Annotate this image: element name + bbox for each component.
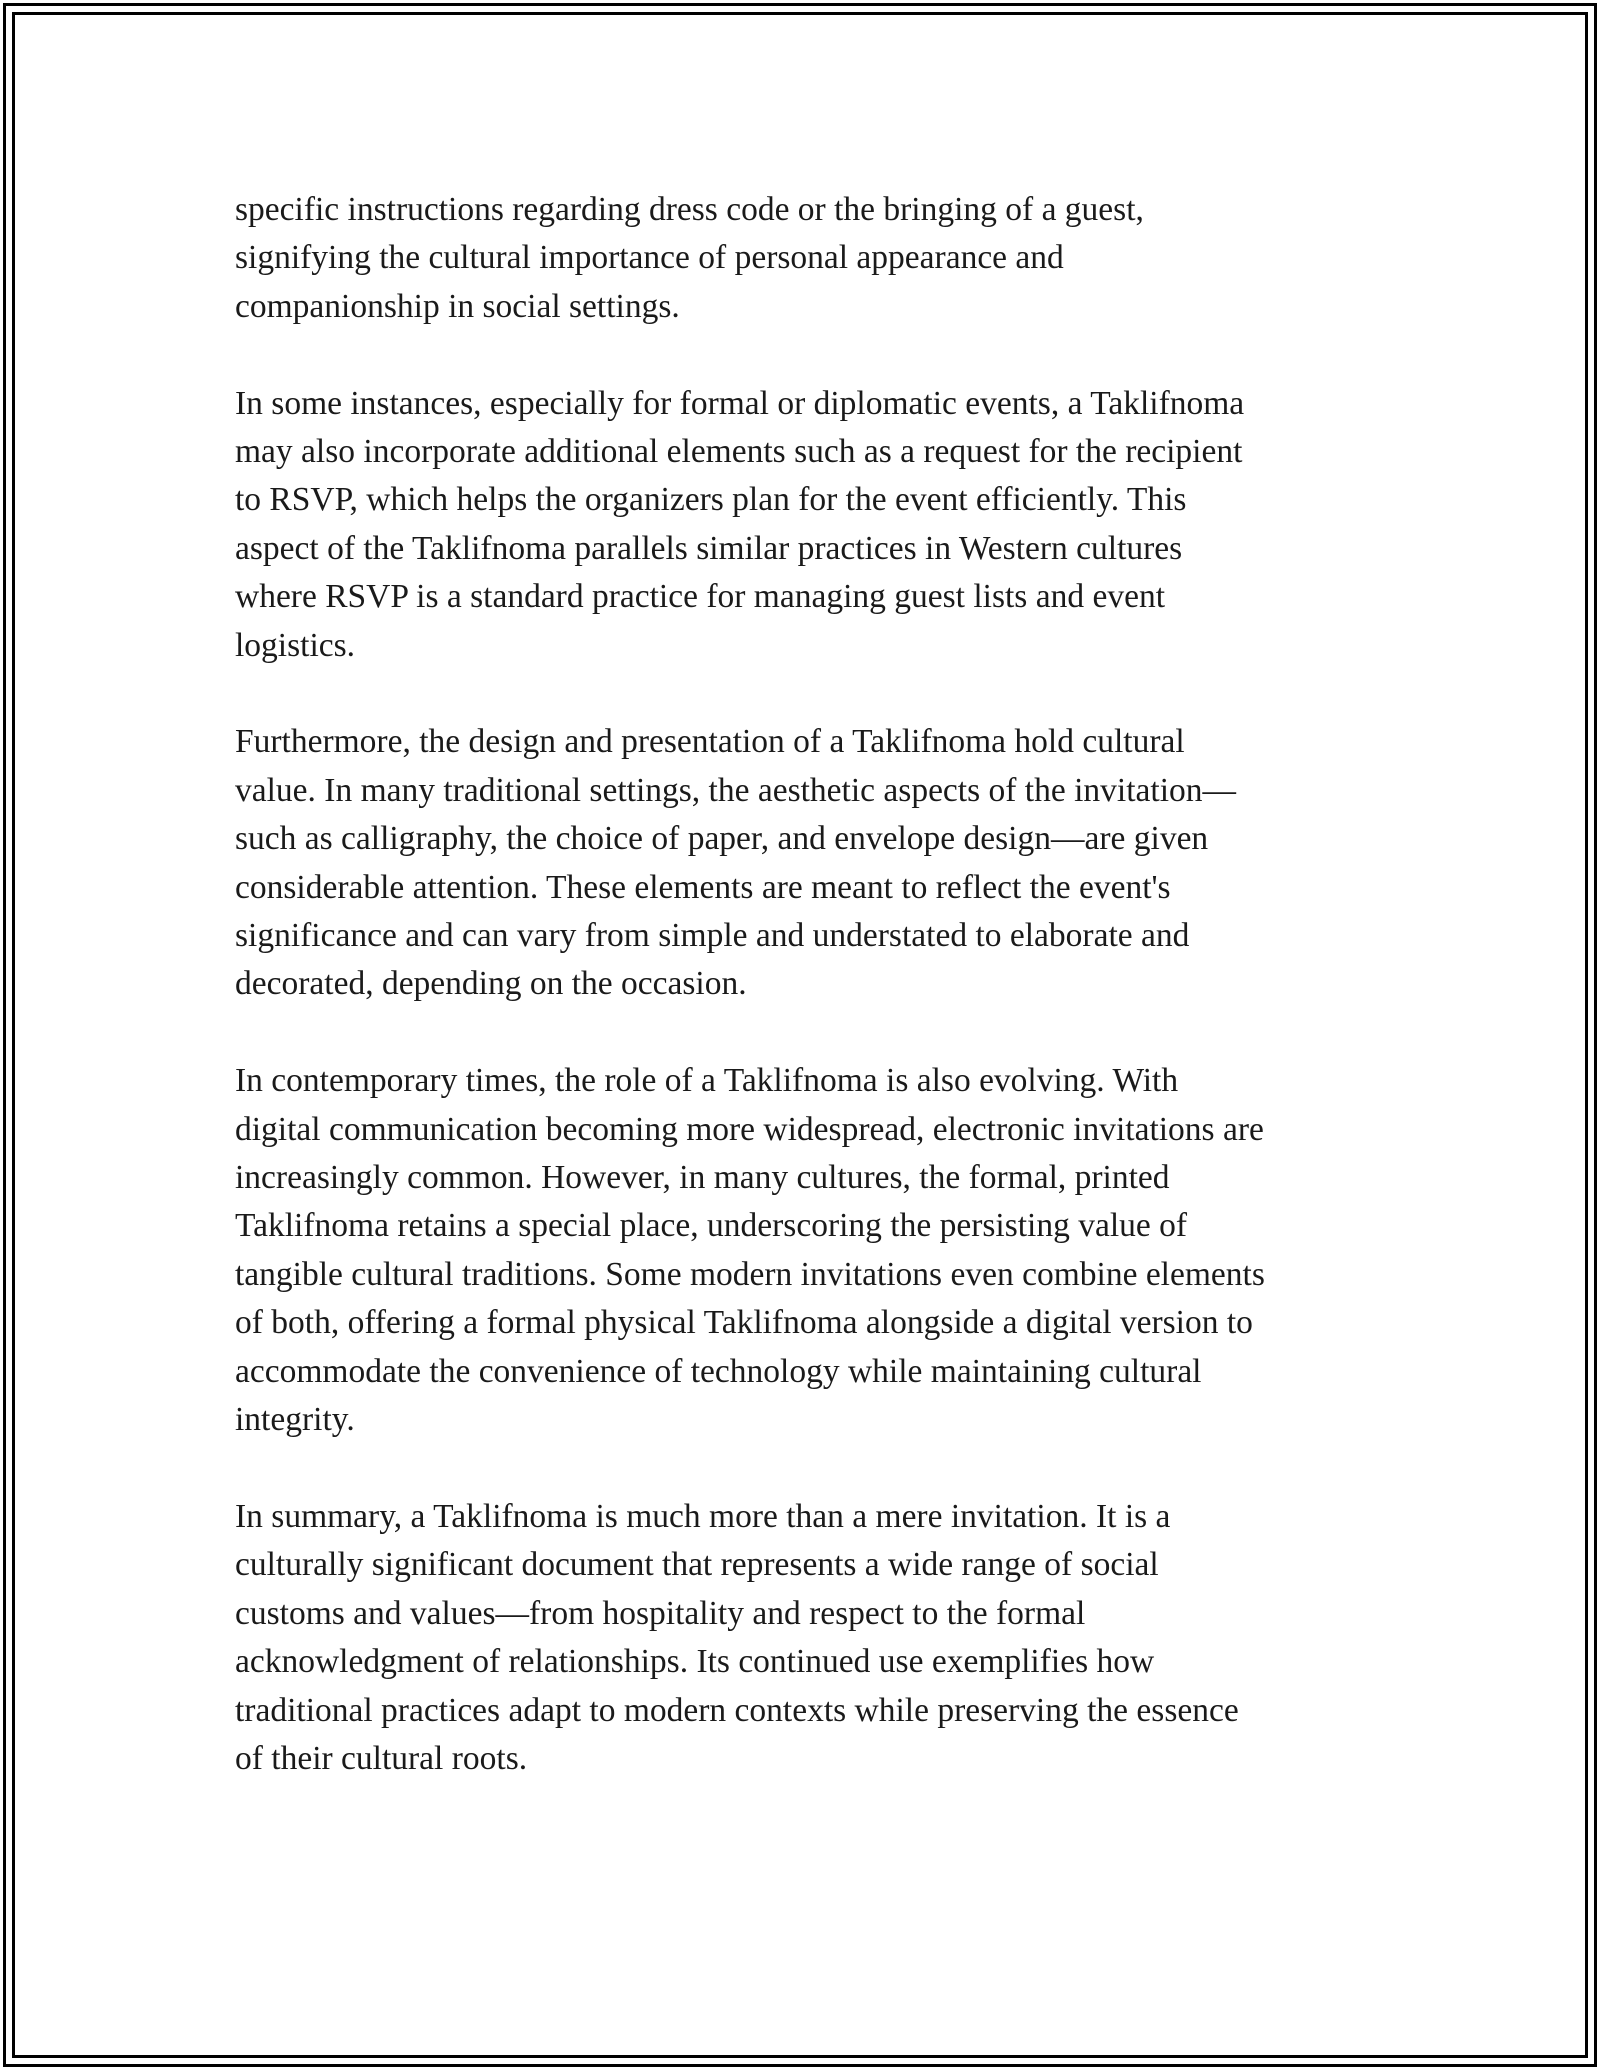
text-line: of their cultural roots. [235,1739,528,1777]
text-line: signifying the cultural importance of personal appearance and [235,239,1064,277]
text-line: In summary, a Taklifnoma is much more than a mere invitation. It is a [235,1497,1171,1535]
text-line: significance and can vary from simple and understated to elaborate and [235,917,1190,955]
text-line: traditional practices adapt to modern contexts while preserving the essence [235,1691,1239,1729]
text-line: In some instances, especially for formal or diplomatic events, a Taklifnoma [235,384,1245,422]
text-line: to RSVP, which helps the organizers plan for the event efficiently. This [235,481,1187,519]
text-line: digital communication becoming more widespread, electronic invitations are [235,1110,1264,1148]
text-line: In contemporary times, the role of a Taklifnoma is also evolving. With [235,1062,1179,1100]
text-line: tangible cultural traditions. Some modern invitations even combine elements [235,1255,1265,1293]
text-line: considerable attention. These elements are meant to reflect the event's [235,868,1171,906]
text-line: accommodate the convenience of technology while maintaining cultural [235,1352,1202,1390]
text-line: logistics. [235,626,356,664]
paragraph-4 [235,1057,1375,1444]
text-line: companionship in social settings. [235,287,680,325]
text-line: acknowledgment of relationships. Its continued use exemplifies how [235,1643,1155,1681]
text-line: Taklifnoma retains a special place, underscoring the persisting value of [235,1207,1188,1245]
text-line: decorated, depending on the occasion. [235,965,747,1003]
text-line: aspect of the Taklifnoma parallels similar practices in Western cultures [235,529,1183,567]
text-line: value. In many traditional settings, the aesthetic aspects of the invitation— [235,771,1237,809]
text-line: specific instructions regarding dress code or the bringing of a guest, [235,191,1144,228]
text-line: of both, offering a formal physical Taklifnoma alongside a digital version to [235,1304,1253,1342]
text-line: customs and values—from hospitality and respect to the formal [235,1594,1086,1632]
text-line: such as calligraphy, the choice of paper, and envelope design—are given [235,820,1209,858]
text-line: culturally significant document that represents a wide range of social [235,1546,1159,1584]
text-line: Furthermore, the design and presentation of a Taklifnoma hold cultural [235,723,1185,761]
paragraph-2 [235,380,1375,670]
text-line: where RSVP is a standard practice for managing guest lists and event [235,578,1166,616]
paragraph-1 [235,186,1375,331]
text-line: may also incorporate additional elements such as a request for the recipient [235,433,1243,471]
text-line: integrity. [235,1401,355,1439]
paragraph-3 [235,718,1375,1008]
paragraph-5 [235,1493,1375,1783]
text-line: increasingly common. However, in many cultures, the formal, printed [235,1159,1170,1197]
document-body [235,186,1375,1783]
